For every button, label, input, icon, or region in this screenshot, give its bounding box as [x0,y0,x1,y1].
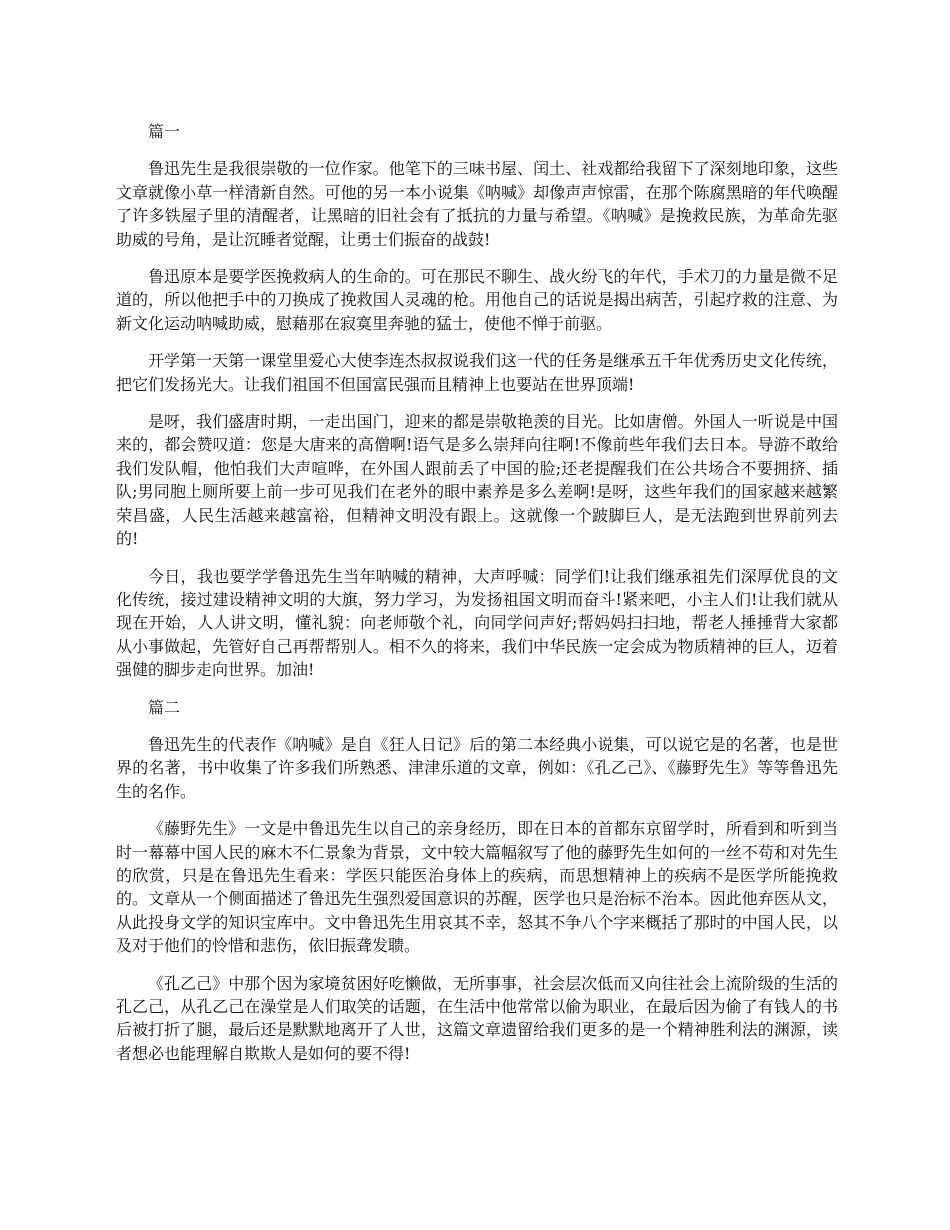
document-page [116,120,838,1065]
paragraph: 今日，我也要学学鲁迅先生当年呐喊的精神，大声呼喊：同学们!让我们继承祖先们深厚优良的文化传统，接过建设精神文明的大旗，努力学习，为发扬祖国文明而奋斗!紧来吧，小主人们!让我们就从现在开始，人人讲文明，懂礼貌：向老师敬个礼，向同学问声好;帮妈妈扫扫地，帮老人捶捶背大家都从小事做起，先管好自己再帮帮别人。相不久的将来，我们中华民族一定会成为物质精神的巨人，迈着强健的脚步走向世界。加油! [116,566,838,680]
paragraph: 《孔乙己》中那个因为家境贫困好吃懒做，无所事事，社会层次低而又向往社会上流阶级的生活的孔乙己，从孔乙己在澡堂是人们取笑的话题，在生活中他常常以偷为职业，在最后因为偷了有钱人的书后被打折了腿，最后还是默默地离开了人世，这篇文章遗留给我们更多的是一个精神胜利法的渊源，读者想必也能理解自欺欺人是如何的要不得! [116,973,838,1063]
paragraph: 开学第一天第一课堂里爱心大使李连杰叔叔说我们这一代的任务是继承五千年优秀历史文化传统，把它们发扬光大。让我们祖国不但国富民强而且精神上也要站在世界顶端! [116,351,838,394]
section-title-1: 篇一 [148,122,181,141]
paragraph: 是呀，我们盛唐时期，一走出国门，迎来的都是崇敬艳羡的目光。比如唐僧。外国人一听说是中国来的，都会赞叹道：您是大唐来的高僧啊!语气是多么崇拜向往啊!不像前些年我们去日本。导游不敢给我们发队帽，他怕我们大声喧哗，在外国人跟前丢了中国的脸;还老提醒我们在公共场合不要拥挤、插队;男同胞上厕所要上前一步可见我们在老外的眼中素养是多么差啊!是呀，这些年我们的国家越来越繁荣昌盛，人民生活越来越富裕，但精神文明没有跟上。这就像一个跛脚巨人，是无法跑到世界前列去的! [116,412,838,549]
paragraph: 鲁迅先生是我很崇敬的一位作家。他笔下的三味书屋、闰土、社戏都给我留下了深刻地印象，这些文章就像小草一样清新自然。可他的另一本小说集《呐喊》却像声声惊雷，在那个陈腐黑暗的年代唤醒了许多铁屋子里的清醒者，让黑暗的旧社会有了抵抗的力量与希望。《呐喊》是挽救民族，为革命先驱助威的号角，是让沉睡者觉醒，让勇士们振奋的战鼓! [116,159,838,249]
paragraph: 鲁迅原本是要学医挽救病人的生命的。可在那民不聊生、战火纷飞的年代，手术刀的力量是微不足道的，所以他把手中的刀换成了挽救国人灵魂的枪。用他自己的话说是揭出病苦，引起疗救的注意、为新文化运动呐喊助威，慰藉那在寂寞里奔驰的猛士，使他不惮于前驱。 [116,267,838,333]
section-title-2: 篇二 [148,697,181,717]
paragraph: 《藤野先生》一文是中鲁迅先生以自己的亲身经历，即在日本的首都东京留学时，所看到和听到当时一幕幕中国人民的麻木不仁景象为背景，文中较大篇幅叙写了他的藤野先生如何的一丝不苟和对先生的欣赏，只是在鲁迅先生看来：学医只能医治身体上的疾病，而思想精神上的疾病不是医学所能挽救的。文章从一个侧面描述了鲁迅先生强烈爱国意识的苏醒，医学也只是治标不治本。因此他弃医从文，从此投身文学的知识宝库中。文中鲁迅先生用哀其不幸，怒其不争八个字来概括了那时的中国人民，以及对于他们的怜惜和悲伤，依旧振聋发聩。 [116,819,838,956]
paragraph: 鲁迅先生的代表作《呐喊》是自《狂人日记》后的第二本经典小说集，可以说它是的名著，也是世界的名著，书中收集了许多我们所熟悉、津津乐道的文章，例如：《孔乙己》、《藤野先生》等等鲁迅先生的名作。 [116,734,838,801]
